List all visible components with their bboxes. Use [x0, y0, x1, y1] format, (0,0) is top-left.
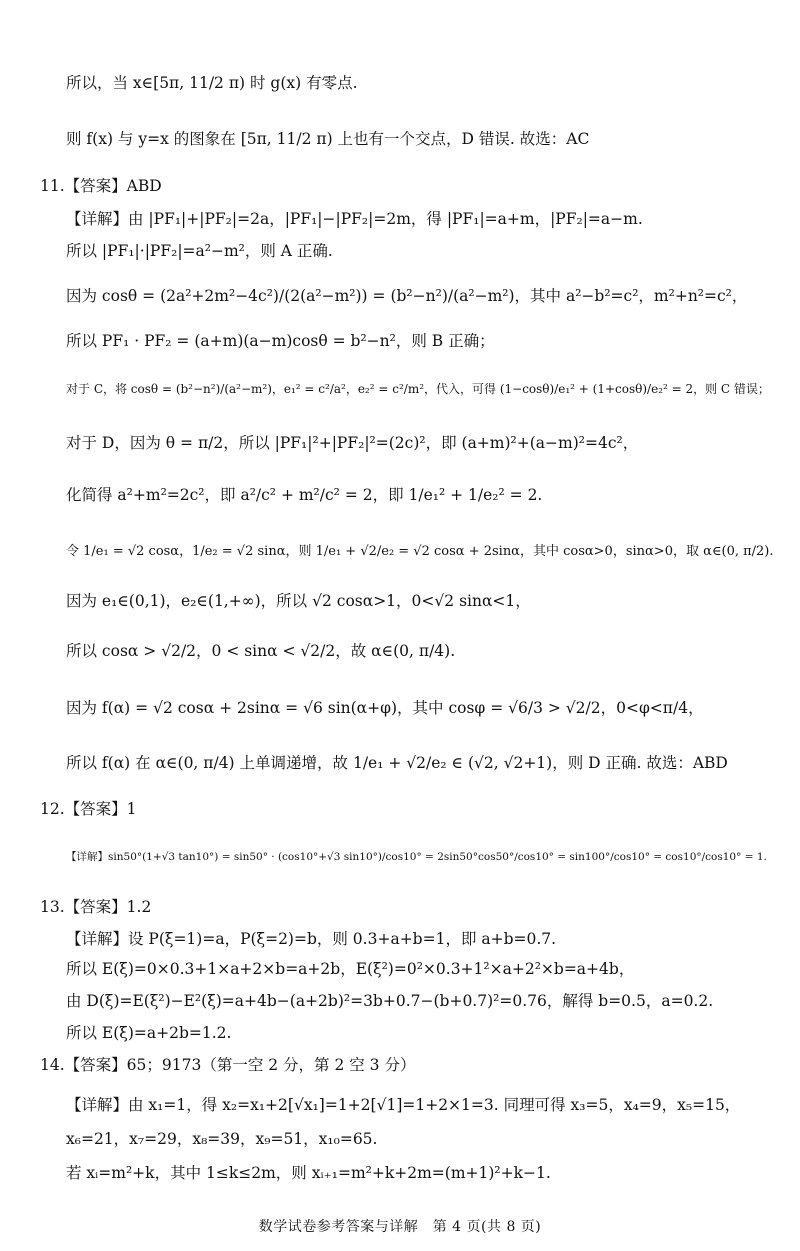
explanation-line: 对于 C，将 cosθ = (b²−n²)/(a²−m²)，e₁² = c²/a²，e₂² = c²/m²，代入，可得 (1−cosθ)/e₁² + (1+cosθ)/e₂² = 2，则 C 错误； [66, 382, 770, 396]
explanation-line: 若 xᵢ=m²+k，其中 1≤k≤2m，则 xᵢ₊₁=m²+k+2m=(m+1)²+k−1. [66, 1164, 551, 1182]
explanation-line: 所以 cosα > √2/2，0 < sinα < √2/2，故 α∈(0, π/4). [66, 642, 456, 660]
explanation-line: 所以 PF₁ · PF₂ = (a+m)(a−m)cosθ = b²−n²，则 B 正确； [66, 332, 495, 350]
explanation-line: 化简得 a²+m²=2c²，即 a²/c² + m²/c² = 2，即 1/e₁² + 1/e₂² = 2. [66, 486, 543, 504]
question-answer-heading: 11.【答案】ABD [40, 177, 162, 195]
explanation-line: 由 D(ξ)=E(ξ²)−E²(ξ)=a+4b−(a+2b)²=3b+0.7−(b+0.7)²=0.76，解得 b=0.5，a=0.2. [66, 992, 714, 1010]
explanation-line: 对于 D，因为 θ = π/2，所以 |PF₁|²+|PF₂|²=(2c)²，即 (a+m)²+(a−m)²=4c²， [66, 434, 639, 452]
explanation-line: 因为 cosθ = (2a²+2m²−4c²)/(2(a²−m²)) = (b²−n²)/(a²−m²)，其中 a²−b²=c²，m²+n²=c²， [66, 287, 748, 305]
explanation-line: 所以 E(ξ)=a+2b=1.2. [66, 1024, 232, 1042]
explanation-line: 所以 |PF₁|·|PF₂|=a²−m²，则 A 正确. [66, 242, 333, 260]
question-answer-heading: 13.【答案】1.2 [40, 898, 152, 916]
explanation-line: 【详解】设 P(ξ=1)=a，P(ξ=2)=b，则 0.3+a+b=1，即 a+b=0.7. [66, 930, 557, 948]
explanation-line: 令 1/e₁ = √2 cosα，1/e₂ = √2 sinα，则 1/e₁ + √2/e₂ = √2 cosα + 2sinα，其中 cosα>0，sinα>0，取 α∈(0, π/2). [66, 544, 774, 559]
explanation-line: 【详解】由 x₁=1，得 x₂=x₁+2[√x₁]=1+2[√1]=1+2×1=3. 同理可得 x₃=5，x₄=9，x₅=15， [66, 1096, 741, 1114]
explanation-line: 因为 f(α) = √2 cosα + 2sinα = √6 sin(α+φ)，其中 cosφ = √6/3 > √2/2，0<φ<π/4， [66, 699, 704, 717]
explanation-line: 【详解】由 |PF₁|+|PF₂|=2a，|PF₁|−|PF₂|=2m，得 |PF₁|=a+m，|PF₂|=a−m. [66, 210, 643, 228]
question-answer-heading: 14.【答案】65；9173（第一空 2 分，第 2 空 3 分） [40, 1056, 416, 1074]
explanation-line: 【详解】sin50°(1+√3 tan10°) = sin50° · (cos10°+√3 sin10°)/cos10° = 2sin50°cos50°/cos10° = sin100°/cos10° = cos10°/cos10° = 1. [66, 851, 767, 863]
explanation-line: 所以 E(ξ)=0×0.3+1×a+2×b=a+2b，E(ξ²)=0²×0.3+1²×a+2²×b=a+4b， [66, 960, 635, 978]
explanation-line: x₆=21，x₇=29，x₈=39，x₉=51，x₁₀=65. [66, 1130, 378, 1148]
page-footer: 数学试卷参考答案与详解 第 4 页(共 8 页) [258, 1219, 542, 1235]
explanation-line: 所以 f(α) 在 α∈(0, π/4) 上单调递增，故 1/e₁ + √2/e₂ ∈ (√2, √2+1)，则 D 正确. 故选：ABD [66, 754, 728, 772]
explanation-line: 则 f(x) 与 y=x 的图象在 [5π, 11/2 π) 上也有一个交点，D 错误. 故选：AC [66, 130, 590, 148]
explanation-line: 因为 e₁∈(0,1)，e₂∈(1,+∞)，所以 √2 cosα>1，0<√2 sinα<1， [66, 592, 531, 610]
question-answer-heading: 12.【答案】1 [40, 800, 137, 818]
explanation-line: 所以，当 x∈[5π, 11/2 π) 时 g(x) 有零点. [66, 74, 358, 92]
